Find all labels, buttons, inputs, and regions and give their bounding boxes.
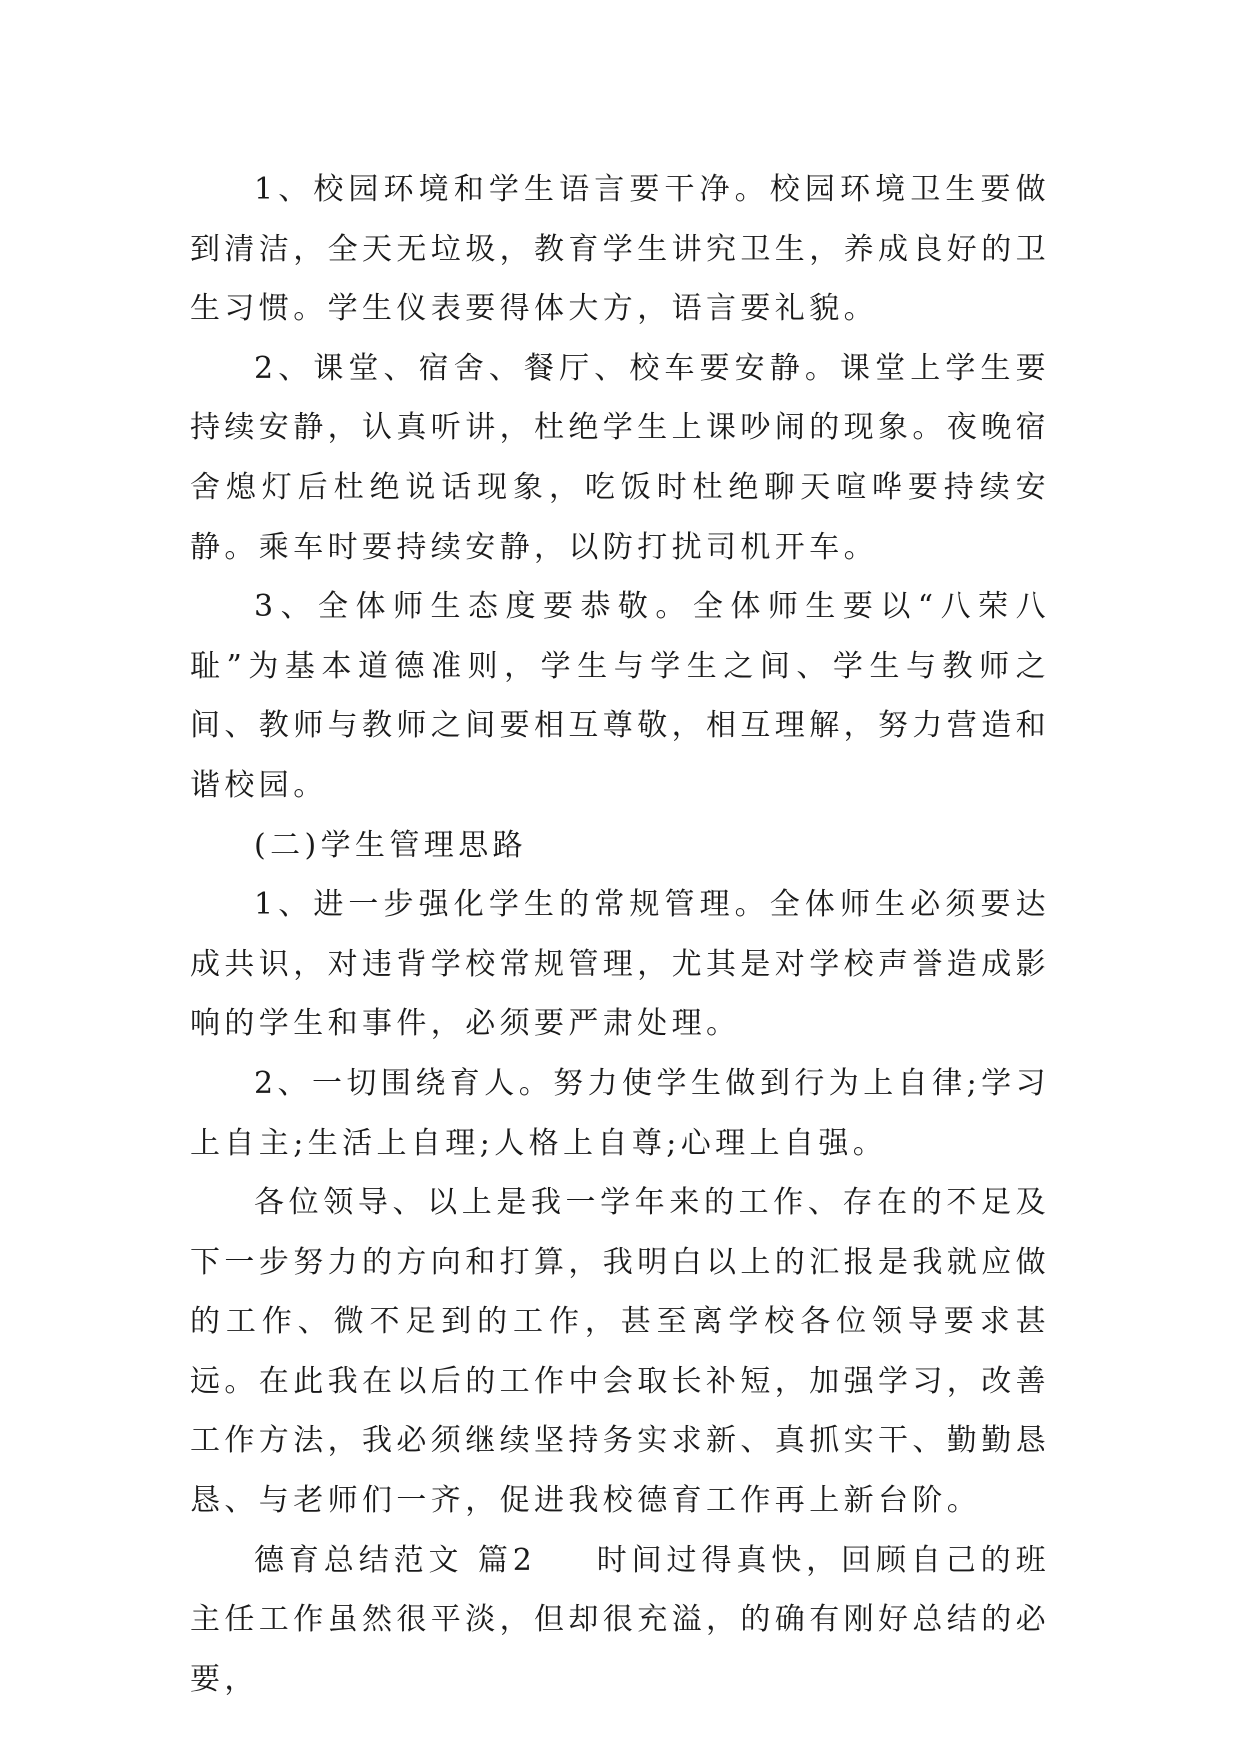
article-intro-text: 时间过得真快，回顾自己的班主任工作虽然很平淡，但却很充溢，的确有刚好总结的必要，	[190, 1542, 1050, 1697]
paragraph-routine-management: 1、进一步强化学生的常规管理。全体师生必须要达成共识，对违背学校常规管理，尤其是对学校声誉造成影响的学生和事件，必须要严肃处理。	[190, 887, 1050, 1042]
paragraph-closing-summary: 各位领导、以上是我一学年来的工作、存在的不足及下一步努力的方向和打算，我明白以上的汇报是我就应做的工作、微不足到的工作，甚至离学校各位领导要求甚远。在此我在以后的工作中会取长补短，加强学习，改善工作方法，我必须继续坚持务实求新、真抓实干、勤勤恳恳、与老师们一齐，促进我校德育工作再上新台阶。	[190, 1185, 1050, 1519]
paragraph-summary-2	[190, 1531, 1050, 1710]
document-body	[190, 160, 1050, 1709]
paragraph-environment-clean: 1、校园环境和学生语言要干净。校园环境卫生要做到清洁，全天无垃圾，教育学生讲究卫生，养成良好的卫生习惯。学生仪表要得体大方，语言要礼貌。	[190, 172, 1050, 327]
article-heading: 德育总结范文 篇2	[254, 1542, 537, 1578]
section-heading-student-management: (二)学生管理思路	[254, 827, 528, 863]
paragraph-quiet: 2、课堂、宿舍、餐厅、校车要安静。课堂上学生要持续安静，认真听讲，杜绝学生上课吵闹的现象。夜晚宿舍熄灯后杜绝说话现象，吃饭时杜绝聊天喧哗要持续安静。乘车时要持续安静，以防打扰司机开车。	[190, 350, 1050, 565]
paragraph-respect: 3、全体师生态度要恭敬。全体师生要以“八荣八耻”为基本道德准则，学生与学生之间、学生与教师之间、教师与教师之间要相互尊敬，相互理解，努力营造和谐校园。	[190, 589, 1050, 803]
paragraph-education-focus: 2、一切围绕育人。努力使学生做到行为上自律;学习上自主;生活上自理;人格上自尊;心理上自强。	[190, 1065, 1050, 1161]
